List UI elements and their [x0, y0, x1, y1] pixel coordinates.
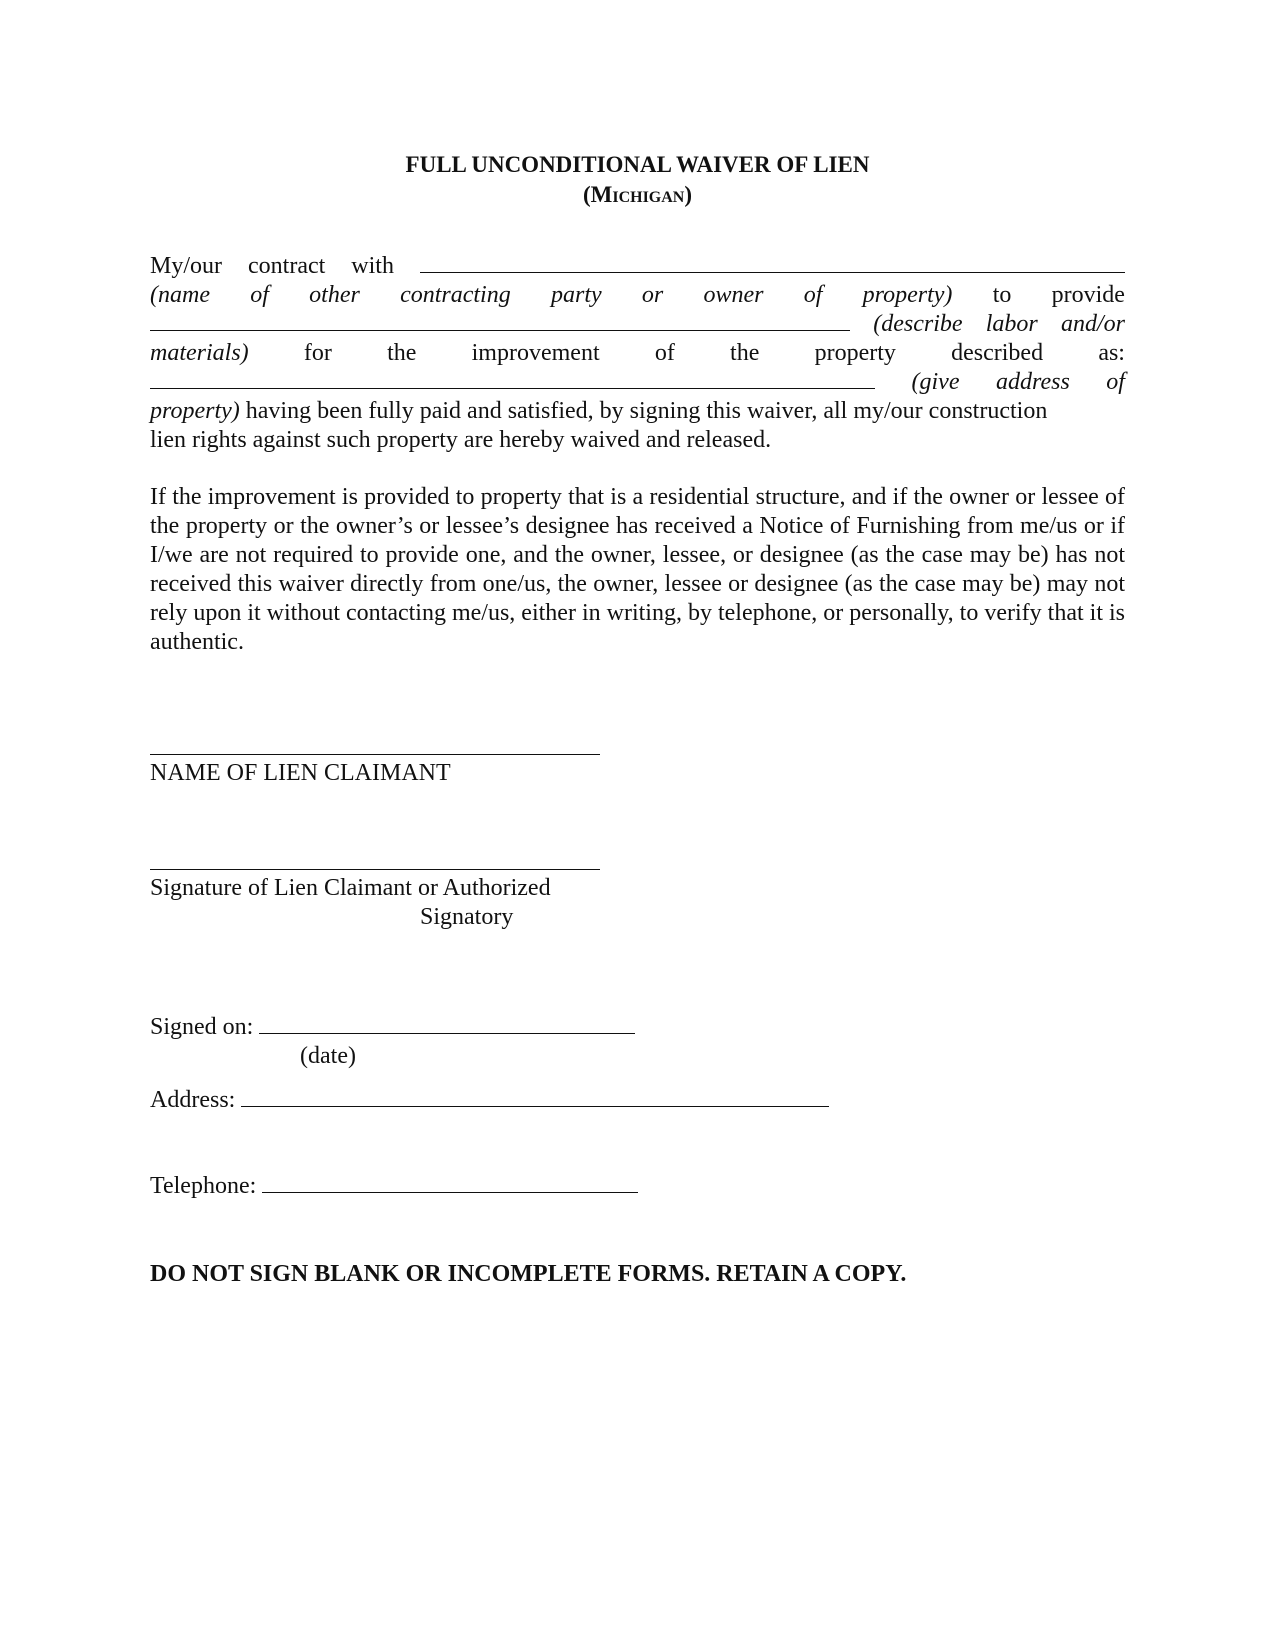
- para1-word: other: [309, 282, 360, 308]
- signature-label-2: Signatory: [420, 904, 514, 930]
- para1-line-2: [150, 281, 1125, 310]
- para1-word: or: [641, 282, 664, 308]
- para1-line-6-text: [150, 397, 1047, 426]
- para1-word: for: [303, 340, 332, 366]
- title-block: [0, 150, 1275, 210]
- para1-word: with: [351, 253, 394, 279]
- para1-line-7: [150, 426, 1125, 455]
- para1-line-1: [150, 252, 1125, 281]
- para1-word: owner: [703, 282, 764, 308]
- signed-on-row: [150, 1013, 635, 1042]
- para1-word: (describe: [873, 311, 963, 337]
- subtitle-close-paren: ): [684, 182, 693, 207]
- waiver-paragraph: [150, 252, 1125, 455]
- para1-word: to: [992, 282, 1012, 308]
- para1-word: contracting: [400, 282, 511, 308]
- para1-word: of: [654, 340, 675, 366]
- para1-word: property: [814, 340, 896, 366]
- para1-word: contract: [248, 253, 326, 279]
- para1-word: materials): [150, 340, 249, 366]
- property-address-blank[interactable]: [150, 368, 875, 389]
- para1-word: labor: [985, 311, 1038, 337]
- signature-line[interactable]: [150, 869, 600, 870]
- para1-word: improvement: [471, 340, 600, 366]
- labor-materials-blank[interactable]: [150, 310, 850, 331]
- para1-word: (name: [150, 282, 210, 308]
- para1-word: of: [1106, 369, 1125, 395]
- para1-word: of: [250, 282, 269, 308]
- telephone-row: [150, 1172, 638, 1201]
- document-title: FULL UNCONDITIONAL WAIVER OF LIEN: [405, 152, 870, 177]
- para1-word: the: [730, 340, 760, 366]
- para1-word: the: [387, 340, 417, 366]
- notice-paragraph: [150, 483, 1125, 657]
- para1-word: (give: [911, 369, 960, 395]
- signed-on-blank[interactable]: [259, 1013, 635, 1034]
- contracting-party-blank[interactable]: [420, 252, 1125, 273]
- address-row: [150, 1086, 829, 1115]
- para1-word: described: [951, 340, 1044, 366]
- para1-line-5: [150, 368, 1125, 397]
- claimant-name-label: NAME OF LIEN CLAIMANT: [150, 760, 451, 786]
- signed-on-label: Signed on:: [150, 1014, 254, 1040]
- para1-word: as:: [1098, 340, 1125, 366]
- telephone-label: Telephone:: [150, 1173, 257, 1199]
- subtitle-state: Michigan: [590, 182, 685, 207]
- notice-paragraph-text: If the improvement is provided to property that is a residential structure, and if the owner or lessee of the property or the owner’s or lessee’s designee has received a Notice of Furnishing from me/us or if I/we are not required to provide one, and the owner, lessee, or designee (as the case may be) has not received this waiver directly from one/us, the owner, lessee or designee (as the case may be) may not rely upon it without contacting me/us, either in writing, by telephone, or personally, to verify that it is authentic.: [150, 484, 1125, 655]
- telephone-blank[interactable]: [262, 1172, 638, 1193]
- para1-word: property): [150, 398, 240, 424]
- para1-word: My/our: [150, 253, 222, 279]
- para1-line-3: [150, 310, 1125, 339]
- warning-notice: DO NOT SIGN BLANK OR INCOMPLETE FORMS. RETAIN A COPY.: [150, 1261, 907, 1287]
- para1-word: and/or: [1060, 311, 1125, 337]
- signature-label-1: Signature of Lien Claimant or Authorized: [150, 875, 551, 901]
- para1-line-6-rest: having been fully paid and satisfied, by signing this waiver, all my/our construction: [245, 398, 1048, 424]
- para1-line-6: [150, 397, 1125, 426]
- claimant-name-line[interactable]: [150, 754, 600, 755]
- para1-word: address: [996, 369, 1070, 395]
- para1-word: property): [862, 282, 953, 308]
- para1-word: of: [803, 282, 823, 308]
- address-label: Address:: [150, 1087, 236, 1113]
- para1-word: provide: [1051, 282, 1125, 308]
- para1-line-4: [150, 339, 1125, 368]
- subtitle-open-paren: (: [582, 182, 591, 207]
- document-subtitle: [0, 180, 1275, 210]
- para1-line-7-text: lien rights against such property are hereby waived and released.: [150, 427, 772, 453]
- address-blank[interactable]: [241, 1086, 829, 1107]
- date-label: (date): [300, 1043, 356, 1069]
- para1-word: party: [550, 282, 602, 308]
